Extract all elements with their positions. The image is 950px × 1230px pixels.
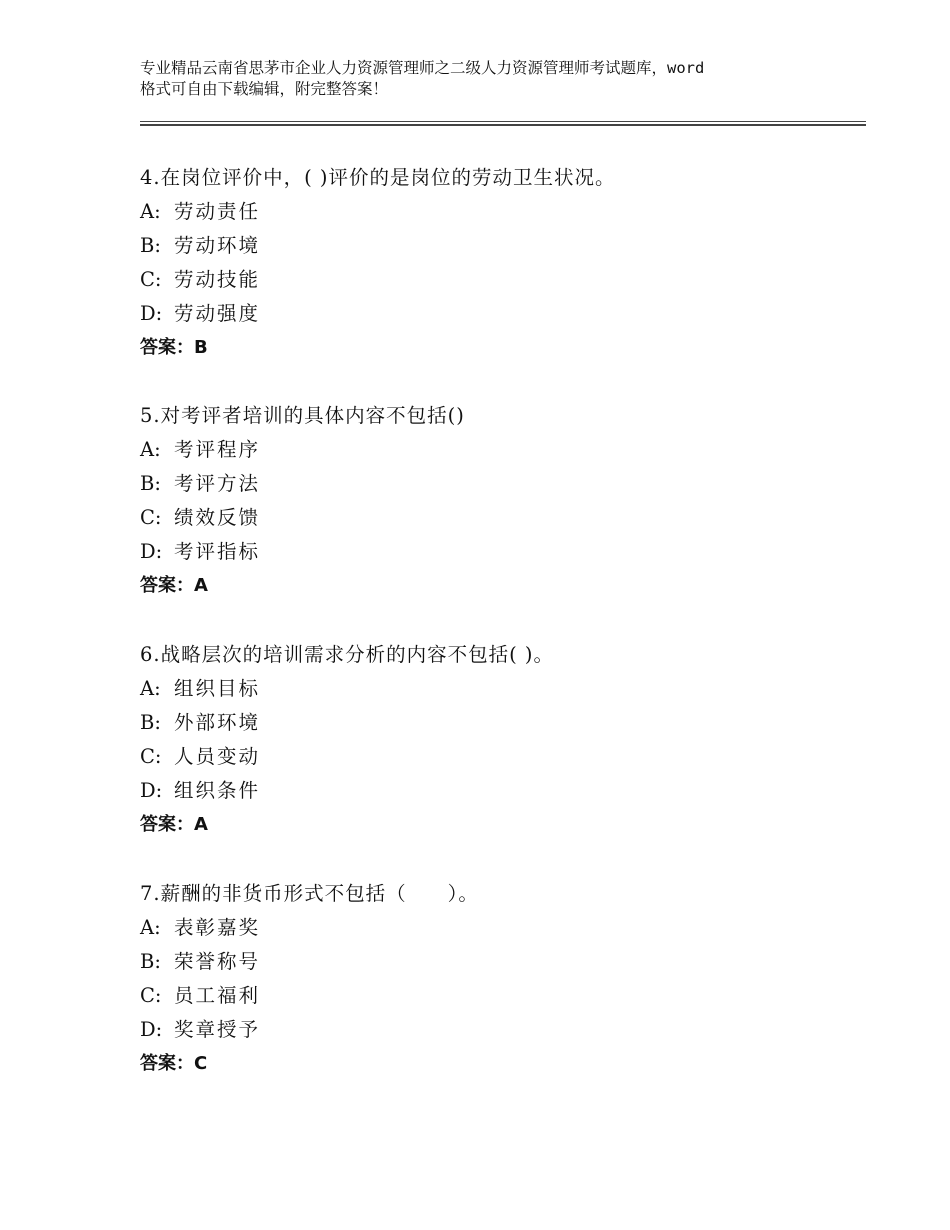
- option-text: 奖章授予: [174, 1018, 261, 1041]
- option-key: A:: [140, 677, 161, 700]
- option-text: 考评程序: [174, 438, 261, 461]
- question-4: [140, 161, 860, 365]
- header-divider-thick: [140, 124, 866, 126]
- option-text: 组织条件: [174, 779, 261, 802]
- option-key: C:: [140, 268, 162, 291]
- option-c: [140, 501, 860, 535]
- option-text: 绩效反馈: [174, 506, 261, 529]
- option-text: 劳动责任: [174, 200, 261, 223]
- option-text: 考评指标: [174, 540, 261, 563]
- question-stem: 7.薪酬的非货币形式不包括（ ）。: [140, 882, 479, 905]
- question-stem: 5.对考评者培训的具体内容不包括(): [140, 404, 465, 427]
- option-key: B:: [140, 472, 161, 495]
- option-text: 劳动强度: [174, 302, 261, 325]
- option-c: [140, 740, 860, 774]
- question-6: [140, 638, 860, 842]
- option-text: 外部环境: [174, 711, 261, 734]
- option-key: B:: [140, 711, 161, 734]
- option-key: A:: [140, 916, 161, 939]
- option-b: [140, 945, 860, 979]
- option-key: D:: [140, 779, 163, 802]
- option-text: 员工福利: [174, 984, 261, 1007]
- question-7: [140, 877, 860, 1081]
- option-key: B:: [140, 950, 161, 973]
- option-key: B:: [140, 234, 161, 257]
- answer-label: 答案：A: [140, 575, 208, 596]
- option-a: [140, 672, 860, 706]
- option-c: [140, 263, 860, 297]
- option-key: A:: [140, 438, 161, 461]
- option-d: [140, 535, 860, 569]
- option-a: [140, 911, 860, 945]
- option-key: D:: [140, 1018, 163, 1041]
- option-c: [140, 979, 860, 1013]
- option-text: 劳动环境: [174, 234, 261, 257]
- header-line-2: 格式可自由下载编辑，附完整答案！: [140, 80, 389, 98]
- option-key: C:: [140, 506, 162, 529]
- question-5: [140, 399, 860, 603]
- answer-label: 答案：C: [140, 1053, 208, 1074]
- option-key: C:: [140, 745, 162, 768]
- answer-label: 答案：A: [140, 814, 208, 835]
- header-divider-thin: [140, 121, 866, 122]
- option-text: 组织目标: [174, 677, 261, 700]
- option-key: A:: [140, 200, 161, 223]
- option-key: D:: [140, 302, 163, 325]
- option-b: [140, 706, 860, 740]
- option-key: C:: [140, 984, 162, 1007]
- option-b: [140, 229, 860, 263]
- question-stem: 4.在岗位评价中，( )评价的是岗位的劳动卫生状况。: [140, 166, 616, 189]
- option-text: 表彰嘉奖: [174, 916, 261, 939]
- question-stem: 6.战略层次的培训需求分析的内容不包括( )。: [140, 643, 555, 666]
- option-a: [140, 433, 860, 467]
- option-key: D:: [140, 540, 163, 563]
- option-d: [140, 297, 860, 331]
- option-d: [140, 1013, 860, 1047]
- option-text: 荣誉称号: [174, 950, 261, 973]
- option-text: 考评方法: [174, 472, 261, 495]
- document-header: [140, 58, 840, 100]
- header-line-1: 专业精品云南省思茅市企业人力资源管理师之二级人力资源管理师考试题库，word: [140, 59, 705, 77]
- option-a: [140, 195, 860, 229]
- option-d: [140, 774, 860, 808]
- answer-label: 答案：B: [140, 337, 208, 358]
- option-b: [140, 467, 860, 501]
- option-text: 人员变动: [174, 745, 261, 768]
- option-text: 劳动技能: [174, 268, 261, 291]
